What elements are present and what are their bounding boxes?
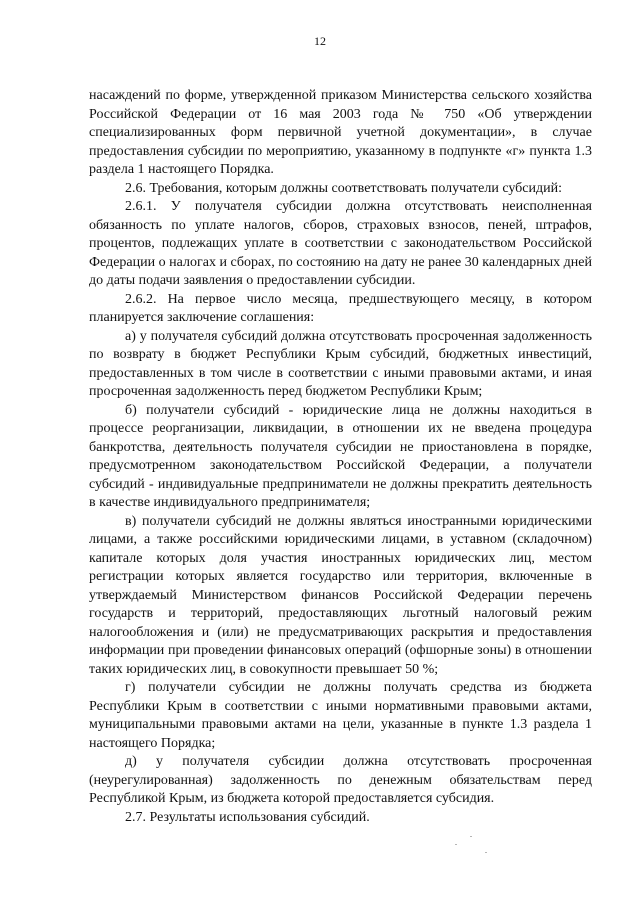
scan-speck xyxy=(455,844,457,845)
scan-speck xyxy=(485,852,487,853)
paragraph-item-v: в) получатели субсидий не должны являться иностранными юридическими лицами, а также российскими юридическими лицами, в уставном (складочном) капитале которых доля участия иностранных юридических лиц, местом регистрации которых является государство или территория, включенные в утверждаемый Министерством финансов Российской Федерации перечень государств и территорий, предоставляющих льготный налоговый режим налогообложения и (или) не предусматривающих раскрытия и предоставления информации при проведении финансовых операций (офшорные зоны) в отношении таких юридических лиц, в совокупности превышает 50 %; xyxy=(89,513,592,677)
paragraph-2-7: 2.7. Результаты использования субсидий. xyxy=(125,809,370,825)
paragraph-item-d: д) у получателя субсидии должна отсутствовать просроченная (неурегулированная) задолженность по денежным обязательствам перед Республикой Крым, из бюджета которой предоставляется субсидия. xyxy=(89,754,592,806)
page-number: 12 xyxy=(314,34,326,48)
paragraph-item-a: а) у получателя субсидий должна отсутствовать просроченная задолженность по возврату в бюджет Республики Крым субсидий, бюджетных инвестиций, предоставленных в том числе в соответствии с иными правовыми актами, и иная просроченная задолженность перед бюджетом Республики Крым; xyxy=(89,328,592,399)
paragraph-2-6: 2.6. Требования, которым должны соответствовать получатели субсидий: xyxy=(125,180,562,196)
paragraph-item-b: б) получатели субсидий - юридические лица не должны находиться в процессе реорганизации, ликвидации, в отношении их не введена процедура банкротства, деятельность получателя субсидии не приостановлена в порядке, предусмотренном законодательством Российской Федерации, а получатели субсидий - индивидуальные предприниматели не должны прекратить деятельность в качестве индивидуального предпринимателя; xyxy=(89,402,592,510)
document-body xyxy=(89,87,592,827)
paragraph-2-6-2: 2.6.2. На первое число месяца, предшествующего месяцу, в котором планируется заключение соглашения: xyxy=(89,291,592,325)
paragraph-2-6-1: 2.6.1. У получателя субсидии должна отсутствовать неисполненная обязанность по уплате налогов, сборов, страховых взносов, пеней, штрафов, процентов, подлежащих уплате в соответствии с законодательством Российской Федерации о налогах и сборах, по состоянию на дату не ранее 30 календарных дней до даты подачи заявления о предоставлении субсидии. xyxy=(89,199,592,288)
scan-speck xyxy=(470,836,472,837)
paragraph-continuation: насаждений по форме, утвержденной приказом Министерства сельского хозяйства Российской Федерации от 16 мая 2003 года № 750 «Об утверждении специализированных форм первичной учетной документации», в случае предоставления субсидии по мероприятию, указанному в подпункте «г» пункта 1.3 раздела 1 настоящего Порядка. xyxy=(89,88,592,177)
paragraph-item-g: г) получатели субсидии не должны получать средства из бюджета Республики Крым в соответствии с иными нормативными правовыми актами, муниципальными правовыми актами на цели, указанные в пункте 1.3 раздела 1 настоящего Порядка; xyxy=(89,680,592,751)
